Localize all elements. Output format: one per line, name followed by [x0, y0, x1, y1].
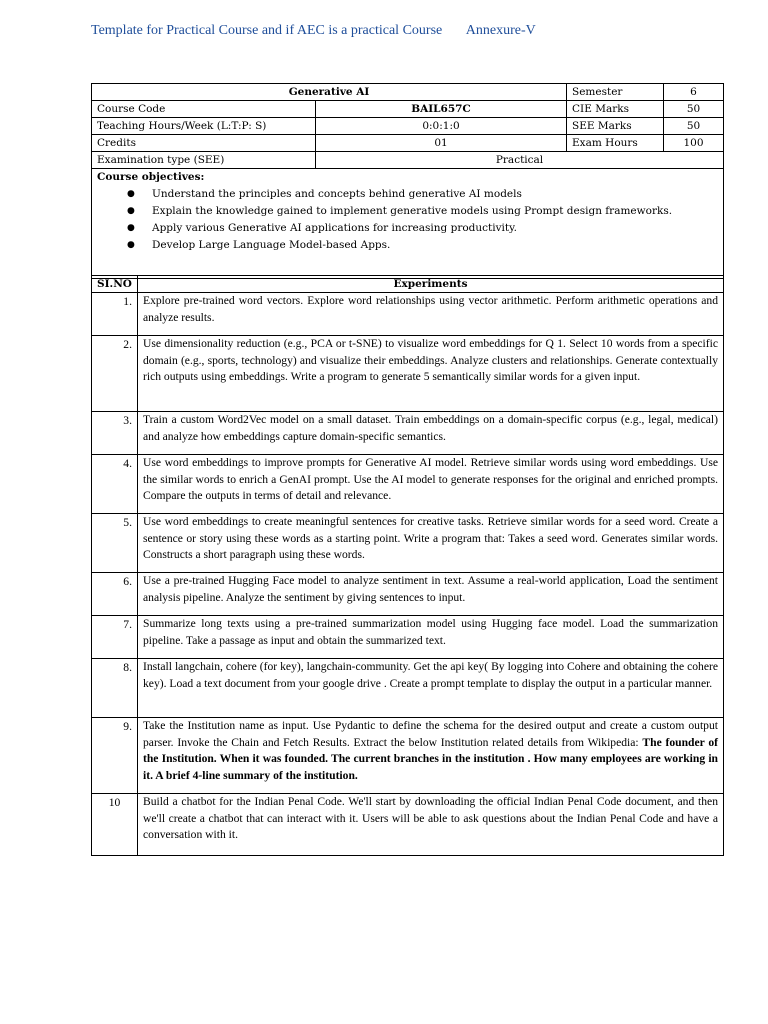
cie-marks-label: CIE Marks — [567, 101, 664, 118]
experiment-text: Explore pre-trained word vectors. Explore word relationships using vector arithmetic. Perform arithmetic operations and analyze results. — [138, 293, 724, 336]
see-marks-value: 50 — [664, 118, 724, 135]
experiment-text — [138, 718, 724, 794]
experiment-text: Build a chatbot for the Indian Penal Code. We'll start by downloading the official Indian Penal Code document, and then we'll create a chatbot that can interact with it. Users will be able to ask questions about the Indian Penal Code and have a conversation with it. — [138, 794, 724, 856]
objectives-title: Course objectives: — [97, 171, 205, 183]
table-row — [92, 455, 724, 514]
objective-item: ● Understand the principles and concepts behind generative AI models — [127, 186, 718, 203]
table-row — [92, 616, 724, 659]
course-objectives-row — [92, 169, 724, 279]
course-code-label: Course Code — [92, 101, 316, 118]
experiments-header: Experiments — [138, 276, 724, 293]
template-title: Template for Practical Course and if AEC is a practical Course — [91, 23, 443, 38]
experiment-number: 9. — [92, 718, 138, 794]
page-header — [91, 23, 536, 39]
experiment-number: 10 — [92, 794, 138, 856]
exam-hours-value: 100 — [664, 135, 724, 152]
teaching-hours-label: Teaching Hours/Week (L:T:P: S) — [92, 118, 316, 135]
table-row — [92, 659, 724, 718]
experiment-number: 5. — [92, 514, 138, 573]
semester-value: 6 — [664, 84, 724, 101]
table-row — [92, 718, 724, 794]
objective-item: ● Develop Large Language Model-based Apps. — [127, 237, 718, 254]
experiment-number: 7. — [92, 616, 138, 659]
exam-type-value: Practical — [316, 152, 724, 169]
experiment-text: Use a pre-trained Hugging Face model to analyze sentiment in text. Assume a real-world application, Load the sentiment analysis pipeline. Analyze the sentiment by giving sentences to input. — [138, 573, 724, 616]
experiment-number: 4. — [92, 455, 138, 514]
experiment-text: Train a custom Word2Vec model on a small dataset. Train embeddings on a domain-specific corpus (e.g., legal, medical) and analyze how embeddings capture domain-specific semantics. — [138, 412, 724, 455]
experiment-text: Use dimensionality reduction (e.g., PCA or t-SNE) to visualize word embeddings for Q 1. Select 10 words from a specific domain (e.g., sports, technology) and visualize their embeddings. Analyze clusters and relationships. Generate contextually rich outputs using embeddings. Write a program to generate 5 semantically similar words for a given input. — [138, 336, 724, 412]
course-row-credits — [92, 135, 724, 152]
objectives-list — [97, 186, 718, 254]
course-row-hours — [92, 118, 724, 135]
table-row — [92, 573, 724, 616]
teaching-hours-value: 0:0:1:0 — [316, 118, 567, 135]
sl-no-header: SI.NO — [92, 276, 138, 293]
see-marks-label: SEE Marks — [567, 118, 664, 135]
annexure-label: Annexure-V — [465, 23, 536, 38]
experiment-text: Summarize long texts using a pre-trained summarization model using Hugging face model. Load the summarization pipeline. Take a passage as input and obtain the summarized text. — [138, 616, 724, 659]
objective-item: ● Explain the knowledge gained to implement generative models using Prompt design frameworks. — [127, 203, 718, 220]
exam-type-label: Examination type (SEE) — [92, 152, 316, 169]
experiment-text-regular: Take the Institution name as input. Use Pydantic to define the schema for the desired output and create a custom output parser. Invoke the Chain and Fetch Results. Extract the below Institution related details from Wikipedia: — [143, 719, 718, 749]
table-row — [92, 293, 724, 336]
course-code-value: BAIL657C — [316, 101, 567, 118]
experiment-text: Use word embeddings to create meaningful sentences for creative tasks. Retrieve similar words for a seed word. Create a sentence or story using these words as a starting point. Write a program that: Takes a seed word. Generates similar words. Constructs a short paragraph using these words. — [138, 514, 724, 573]
experiment-number: 1. — [92, 293, 138, 336]
table-row — [92, 794, 724, 856]
credits-label: Credits — [92, 135, 316, 152]
credits-value: 01 — [316, 135, 567, 152]
course-info-table — [91, 83, 724, 279]
experiment-number: 3. — [92, 412, 138, 455]
experiment-number: 2. — [92, 336, 138, 412]
experiment-text: Install langchain, cohere (for key), langchain-community. Get the api key( By logging into Cohere and obtaining the cohere key). Load a text document from your google drive . Create a prompt template to display the output in a particular manner. — [138, 659, 724, 718]
experiments-header-row — [92, 276, 724, 293]
cie-marks-value: 50 — [664, 101, 724, 118]
experiments-table — [91, 275, 724, 856]
semester-label: Semester — [567, 84, 664, 101]
experiment-number: 8. — [92, 659, 138, 718]
table-row — [92, 514, 724, 573]
course-objectives — [92, 169, 724, 279]
experiment-number: 6. — [92, 573, 138, 616]
objective-item: ● Apply various Generative AI applications for increasing productivity. — [127, 220, 718, 237]
experiment-text: Use word embeddings to improve prompts for Generative AI model. Retrieve similar words using word embeddings. Use the similar words to enrich a GenAI prompt. Use the AI model to generate responses for the original and enriched prompts. Compare the outputs in terms of detail and relevance. — [138, 455, 724, 514]
table-row — [92, 336, 724, 412]
course-row-title — [92, 84, 724, 101]
course-row-exam-type — [92, 152, 724, 169]
course-name: Generative AI — [92, 84, 567, 101]
course-row-code — [92, 101, 724, 118]
experiment-text-bold: The founder of the Institution. When it was founded. The current branches in the institution . How many employees are working in it. A brief 4-line summary of the institution. — [143, 735, 718, 782]
table-row — [92, 412, 724, 455]
exam-hours-label: Exam Hours — [567, 135, 664, 152]
